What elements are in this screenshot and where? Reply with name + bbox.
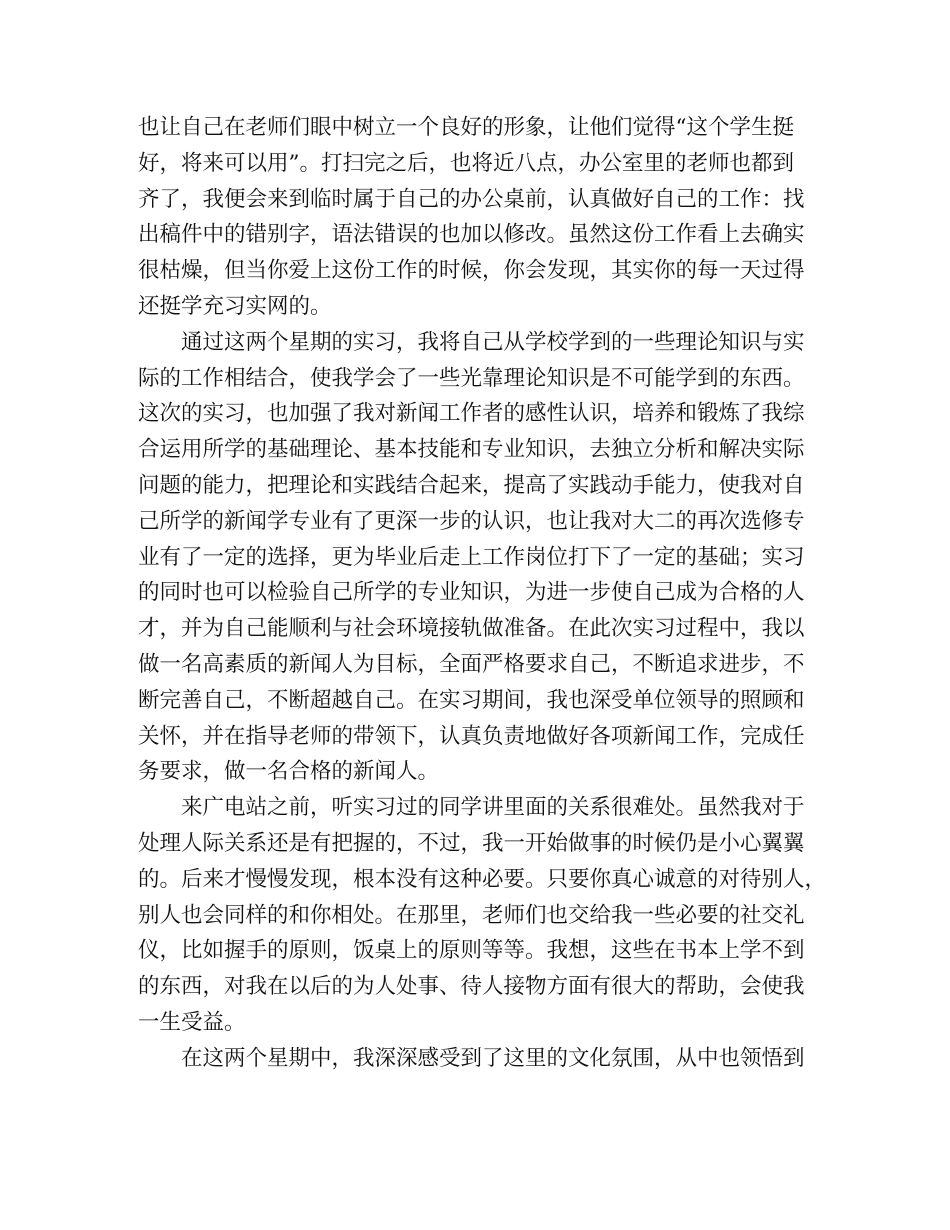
text-line: 务要求，做一名合格的新闻人。 — [138, 759, 440, 785]
text-line: 的东西，对我在以后的为人处事、待人接物方面有很大的帮助，会使我 — [138, 974, 805, 1000]
text-line: 齐了，我便会来到临时属于自己的办公桌前，认真做好自己的工作：找 — [138, 186, 805, 212]
text-line: 际的工作相结合，使我学会了一些光靠理论知识是不可能学到的东西。 — [138, 365, 805, 391]
text-line: 还挺学充习实网的。 — [138, 293, 332, 319]
text-line: 出稿件中的错别字，语法错误的也加以修改。虽然这份工作看上去确实 — [138, 222, 805, 248]
text-line: 一生受益。 — [138, 1009, 246, 1035]
paragraph-first-line: 通过这两个星期的实习，我将自己从学校学到的一些理论知识与实 — [181, 329, 805, 355]
text-line: 的。后来才慢慢发现，根本没有这种必要。只要你真心诚意的对待别人， — [138, 866, 827, 892]
text-line: 问题的能力，把理论和实践结合起来，提高了实践动手能力，使我对自 — [138, 472, 805, 498]
paragraph-first-line: 来广电站之前，听实习过的同学讲里面的关系很难处。虽然我对于 — [181, 795, 805, 821]
text-line: 的同时也可以检验自己所学的专业知识，为进一步使自己成为合格的人 — [138, 580, 805, 606]
text-line: 很枯燥，但当你爱上这份工作的时候，你会发现，其实你的每一天过得 — [138, 258, 805, 284]
text-line: 才，并为自己能顺利与社会环境接轨做准备。在此次实习过程中，我以 — [138, 616, 805, 642]
text-line: 断完善自己，不断超越自己。在实习期间，我也深受单位领导的照顾和 — [138, 687, 805, 713]
document-body — [138, 110, 827, 1077]
text-line: 别人也会同样的和你相处。在那里，老师们也交给我一些必要的社交礼 — [138, 902, 805, 928]
text-line: 己所学的新闻学专业有了更深一步的认识，也让我对大二的再次选修专 — [138, 508, 805, 534]
text-line: 合运用所学的基础理论、基本技能和专业知识，去独立分析和解决实际 — [138, 437, 805, 463]
text-line: 关怀，并在指导老师的带领下，认真负责地做好各项新闻工作，完成任 — [138, 723, 805, 749]
paragraph-first-line: 在这两个星期中，我深深感受到了这里的文化氛围，从中也领悟到 — [181, 1045, 805, 1071]
text-line: 也让自己在老师们眼中树立一个良好的形象，让他们觉得“这个学生挺 — [138, 115, 794, 140]
text-line: 这次的实习，也加强了我对新闻工作者的感性认识，培养和锻炼了我综 — [138, 401, 805, 427]
text-line: 业有了一定的选择，更为毕业后走上工作岗位打下了一定的基础；实习 — [138, 544, 805, 570]
text-line: 做一名高素质的新闻人为目标，全面严格要求自己，不断追求进步，不 — [138, 651, 805, 677]
text-line: 处理人际关系还是有把握的，不过，我一开始做事的时候仍是小心翼翼 — [138, 830, 805, 856]
text-line: 好，将来可以用”。打扫完之后，也将近八点，办公室里的老师也都到 — [138, 150, 794, 176]
text-line: 仪，比如握手的原则，饭桌上的原则等等。我想，这些在书本上学不到 — [138, 938, 805, 964]
